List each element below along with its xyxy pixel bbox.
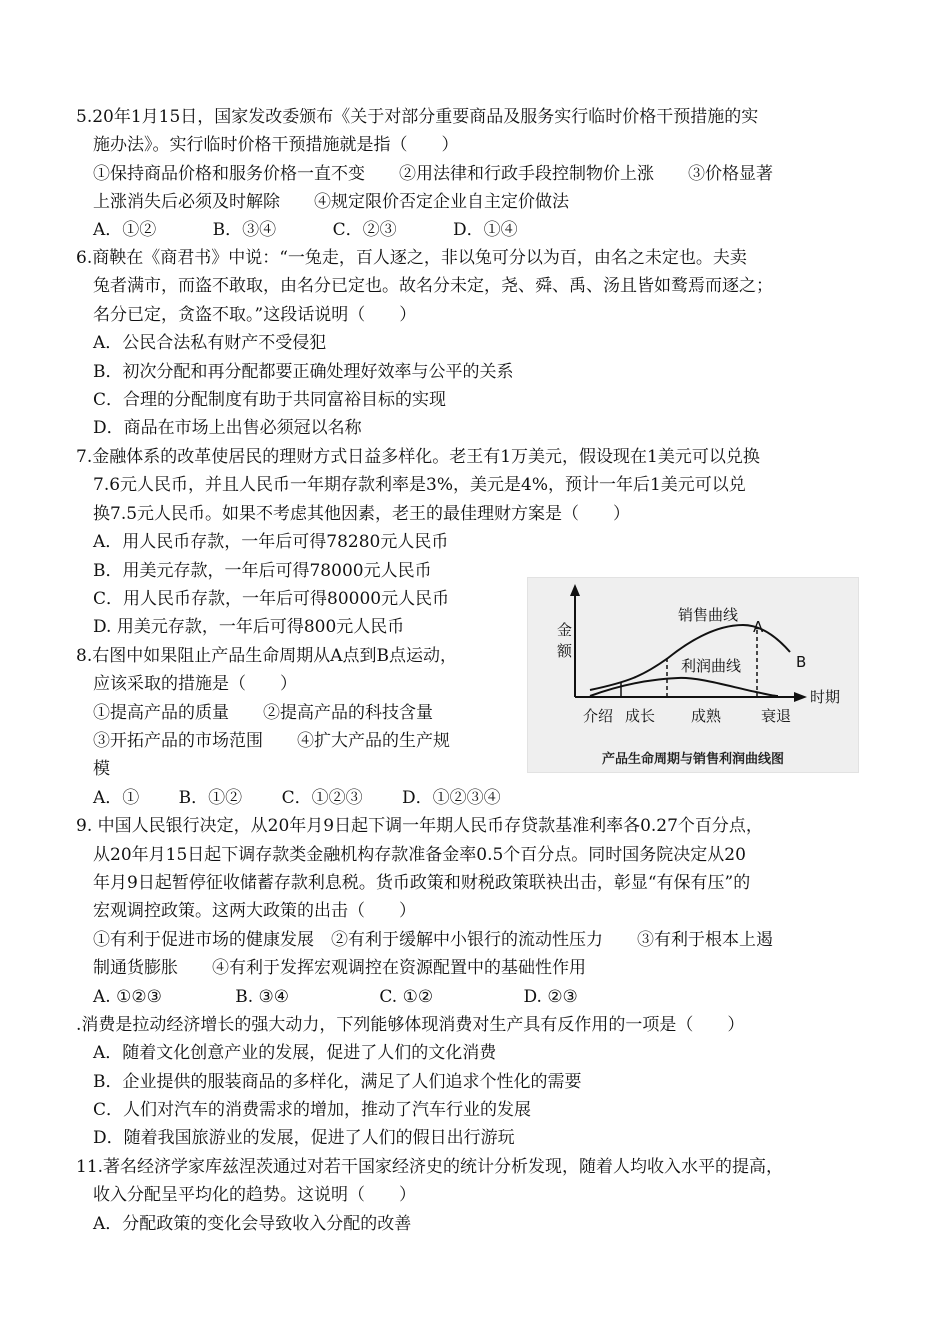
point-b-label: B — [796, 653, 807, 671]
q7-option-a: A．用人民币存款，一年后可得78280元人民币 — [93, 532, 449, 552]
q6-option-a: A．公民合法私有财产不受侵犯 — [93, 333, 327, 353]
q6-stem-line1: 6.商鞅在《商君书》中说：“一兔走，百人逐之，非以兔可分以为百，由名之未定也。夫卖 — [76, 248, 747, 268]
q10-option-d: D．随着我国旅游业的发展，促进了人们的假日出行游玩 — [93, 1128, 515, 1148]
point-a-label: A — [753, 618, 764, 636]
profit-curve — [590, 678, 778, 696]
y-axis-label-2: 额 — [557, 642, 573, 660]
q11-stem-line2: 收入分配呈平均化的趋势。这说明（ ） — [93, 1185, 416, 1205]
lifecycle-diagram — [528, 578, 858, 748]
q8-stem-line2: 应该采取的措施是（ ） — [93, 674, 297, 694]
y-axis-label-1: 金 — [557, 621, 573, 639]
q10-option-c: C．人们对汽车的消费需求的增加，推动了汽车行业的发展 — [93, 1100, 532, 1120]
product-lifecycle-figure — [527, 577, 859, 773]
q6-stem-line3: 名分已定，贪盗不取。”这段话说明（ ） — [93, 305, 417, 325]
stage-intro-label: 介绍 — [583, 707, 614, 725]
q8-items-line3: 模 — [93, 759, 110, 779]
x-axis-arrow — [794, 692, 807, 702]
q11-stem-line1: 11.著名经济学家库兹涅茨通过对若干国家经济史的统计分析发现，随着人均收入水平的提高， — [76, 1157, 784, 1177]
q6-option-b: B．初次分配和再分配都要正确处理好效率与公平的关系 — [93, 362, 514, 382]
figure-caption: 产品生命周期与销售利润曲线图 — [601, 752, 784, 767]
q5-items-line2: 上涨消失后必须及时解除 ④规定限价否定企业自主定价做法 — [93, 192, 569, 212]
q9-items-line1: ①有利于促进市场的健康发展 ②有利于缓解中小银行的流动性压力 ③有利于根本上遏 — [93, 930, 773, 950]
q11-option-a: A．分配政策的变化会导致收入分配的改善 — [93, 1214, 412, 1234]
q6-option-d: D．商品在市场上出售必须冠以名称 — [93, 418, 362, 438]
q7-stem-line3: 换7.5元人民币。如果不考虑其他因素，老王的最佳理财方案是（ ） — [93, 504, 631, 524]
q10-stem: .消费是拉动经济增长的强大动力，下列能够体现消费对生产具有反作用的一项是（ ） — [76, 1015, 745, 1035]
q5-items-line1: ①保持商品价格和服务价格一直不变 ②用法律和行政手段控制物价上涨 ③价格显著 — [93, 164, 773, 184]
q5-options: A．①② B．③④ C．②③ D．①④ — [93, 220, 518, 240]
q8-options: A．① B．①② C．①②③ D．①②③④ — [93, 788, 501, 808]
q9-stem-line2: 从20年月15日起下调存款类金融机构存款准备金率0.5个百分点。同时国务院决定从20 — [93, 845, 746, 865]
q5-stem-line2: 施办法》。实行临时价格干预措施就是指（ ） — [93, 135, 459, 155]
q7-stem-line2: 7.6元人民币，并且人民币一年期存款利率是3%，美元是4%，预计一年后1美元可以兑 — [93, 475, 746, 495]
q6-option-c: C．合理的分配制度有助于共同富裕目标的实现 — [93, 390, 447, 410]
q10-option-a: A．随着文化创意产业的发展，促进了人们的文化消费 — [93, 1043, 497, 1063]
stage-growth-label: 成长 — [625, 707, 656, 725]
q8-items-line2: ③开拓产品的市场范围 ④扩大产品的生产规 — [93, 731, 450, 751]
q7-option-d: D. 用美元存款，一年后可得800元人民币 — [93, 617, 405, 637]
x-axis-label: 时期 — [810, 688, 841, 706]
q8-stem-line1: 8.右图中如果阻止产品生命周期从A点到B点运动， — [76, 646, 457, 666]
q9-items-line2: 制通货膨胀 ④有利于发挥宏观调控在资源配置中的基础性作用 — [93, 958, 586, 978]
q7-option-c: C．用人民币存款，一年后可得80000元人民币 — [93, 589, 450, 609]
q9-options: A. ①②③ B. ③④ C. ①② D. ②③ — [93, 987, 578, 1007]
q7-option-b: B．用美元存款，一年后可得78000元人民币 — [93, 561, 432, 581]
profit-curve-label: 利润曲线 — [681, 657, 742, 675]
q10-option-b: B．企业提供的服装商品的多样化，满足了人们追求个性化的需要 — [93, 1072, 582, 1092]
q9-stem-line1: 9. 中国人民银行决定，从20年月9日起下调一年期人民币存贷款基准利率各0.27个百分点， — [76, 816, 763, 836]
q5-stem-line1: 5.20年1月15日，国家发改委颁布《关于对部分重要商品及服务实行临时价格干预措施的实 — [76, 107, 759, 127]
stage-maturity-label: 成熟 — [691, 707, 722, 725]
q8-items-line1: ①提高产品的质量 ②提高产品的科技含量 — [93, 703, 433, 723]
sales-curve-label: 销售曲线 — [678, 606, 739, 624]
y-axis-arrow — [570, 584, 580, 596]
q9-stem-line4: 宏观调控政策。这两大政策的出击（ ） — [93, 901, 416, 921]
q7-stem-line1: 7.金融体系的改革使居民的理财方式日益多样化。老王有1万美元，假设现在1美元可以兑换 — [76, 447, 760, 467]
q9-stem-line3: 年月9日起暂停征收储蓄存款利息税。货币政策和财税政策联袂出击，彰显“有保有压”的 — [93, 873, 751, 893]
q6-stem-line2: 兔者满市，而盗不敢取，由名分已定也。故名分未定，尧、舜、禹、汤且皆如鹜焉而逐之； — [93, 276, 773, 296]
stage-decline-label: 衰退 — [761, 707, 792, 725]
